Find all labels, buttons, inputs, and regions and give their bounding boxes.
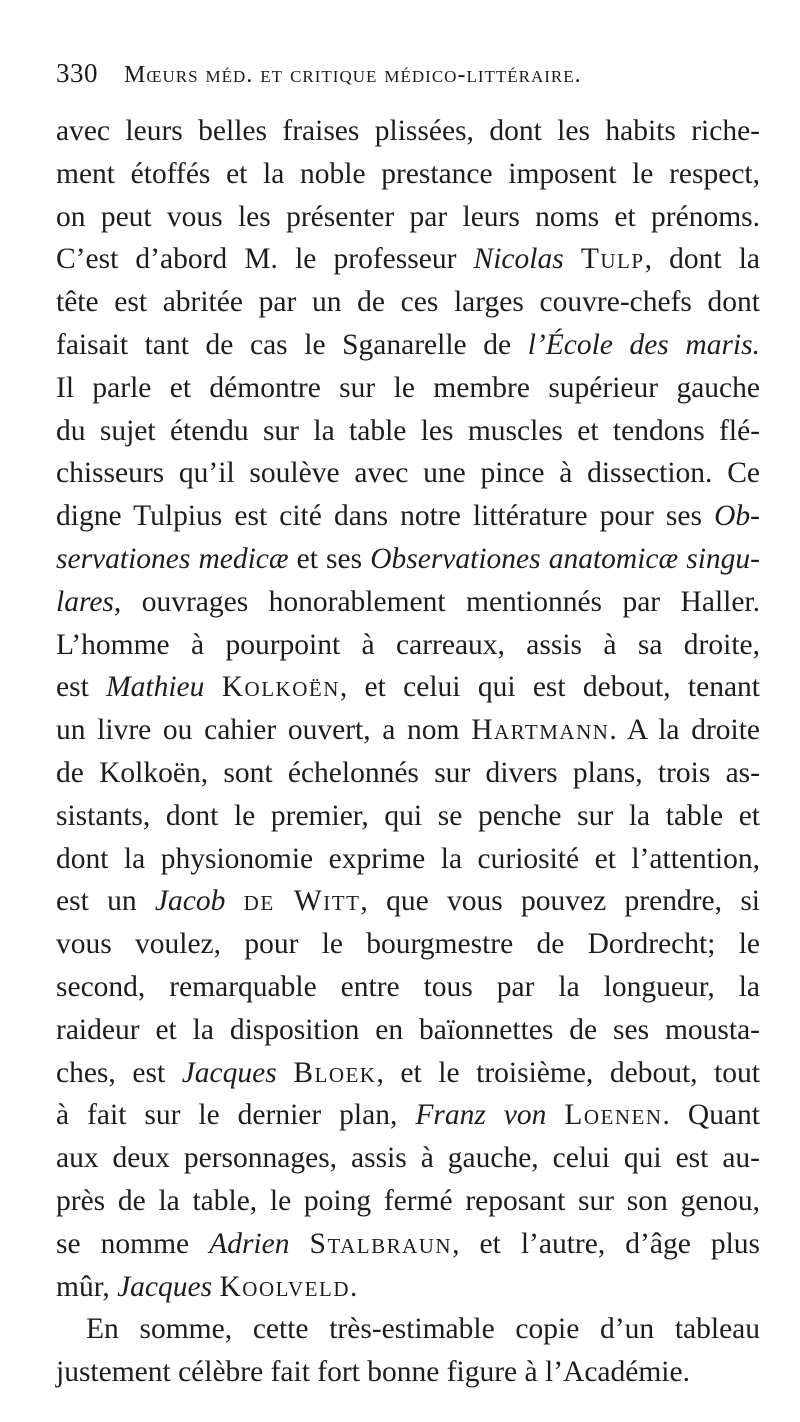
text-run: tête est abritée par un de ces larges couvre-chefs dont: [56, 286, 760, 319]
text-run: , et le troisième, debout, tout: [376, 1056, 761, 1089]
running-title: Mœurs méd. et critique médico-littéraire.: [124, 62, 582, 88]
text-run: à fait sur le dernier plan,: [56, 1099, 416, 1132]
text-line: [56, 1223, 760, 1266]
text-line: [56, 838, 760, 881]
small-caps-name: de Witt: [243, 885, 361, 918]
text-run: de Kolkoën, sont échelonnés sur divers plans, trois as-: [56, 756, 760, 789]
italic-run: Nicolas: [473, 243, 564, 276]
text-run: C’est d’abord M. le professeur: [56, 243, 474, 276]
text-line: [56, 1351, 760, 1394]
text-run: digne Tulpius est cité dans notre littérature pour ses: [56, 500, 715, 533]
text-line: [56, 624, 760, 667]
text-run: justement célèbre fait fort bonne figure à l’Académie.: [56, 1356, 690, 1389]
italic-run: Adrien: [209, 1227, 290, 1260]
text-run: se nomme: [56, 1227, 210, 1260]
text-run: aux deux personnages, assis à gauche, celui qui est au-: [56, 1142, 760, 1175]
italic-run: l’École des maris.: [527, 328, 760, 361]
italic-run: Franz von: [415, 1099, 547, 1132]
text-line: [56, 153, 760, 196]
text-run: [277, 1057, 294, 1089]
text-run: , et celui qui est debout, tenant: [339, 671, 760, 704]
text-run: , et l’autre, d’âge plus: [452, 1227, 761, 1260]
small-caps-name: Tulp: [580, 243, 645, 276]
text-run: on peut vous les présenter par leurs noms et prénoms.: [56, 200, 760, 233]
text-line: [56, 495, 760, 538]
text-run: . Quant: [662, 1099, 760, 1132]
text-run: raideur et la disposition en baïonnettes de ses mousta-: [56, 1013, 760, 1046]
text-line: [56, 238, 760, 281]
text-run: , ouvrages honorablement mentionnés par Haller.: [113, 585, 760, 618]
italic-run: lares: [56, 585, 114, 618]
text-run: faisait tant de cas le Sganarelle de: [56, 328, 528, 361]
text-run: sistants, dont le premier, qui se penche sur la table et: [56, 799, 760, 832]
text-run: ches, est: [56, 1056, 182, 1089]
text-run: est un: [56, 885, 155, 918]
small-caps-name: Koolveld: [219, 1270, 351, 1303]
text-line: [56, 666, 760, 709]
text-run: près de la table, le poing fermé reposant sur son genou,: [56, 1184, 760, 1217]
italic-run: servationes medicæ: [56, 542, 289, 575]
small-caps-name: Loenen: [564, 1099, 663, 1132]
text-run: . A la droite: [609, 714, 761, 747]
text-run: , dont la: [644, 243, 760, 276]
text-line: [56, 110, 760, 153]
text-line: [56, 1052, 760, 1095]
text-line: [56, 752, 760, 795]
text-run: [204, 671, 221, 703]
text-run: [546, 1099, 564, 1131]
text-run: En somme, cette très-estimable copie d’un tableau: [86, 1313, 760, 1346]
text-line: [56, 1180, 760, 1223]
text-line: [56, 880, 760, 923]
small-caps-name: Stalbraun: [309, 1227, 453, 1260]
italic-run: Observationes anatomicæ singu-: [370, 542, 760, 575]
text-line: [56, 281, 760, 324]
text-line: [56, 410, 760, 453]
text-line: [56, 923, 760, 966]
text-run: Il parle et démontre sur le membre supérieur gauche: [56, 371, 760, 404]
text-run: , que vous pouvez prendre, si: [360, 885, 760, 918]
text-line: [56, 1308, 760, 1351]
small-caps-name: Bloek: [293, 1056, 377, 1089]
text-line: [56, 367, 760, 410]
text-run: vous voulez, pour le bourgmestre de Dordrecht; le: [56, 928, 760, 961]
page-number: 330: [56, 58, 98, 88]
text-run: mûr,: [56, 1270, 118, 1303]
text-run: un livre ou cahier ouvert, a nom: [56, 714, 472, 747]
small-caps-name: Kolkoën: [221, 671, 340, 704]
text-line: [56, 538, 760, 581]
text-line: [56, 966, 760, 1009]
text-run: dont la physionomie exprime la curiosité et l’attention,: [56, 842, 760, 875]
text-line: [56, 1009, 760, 1052]
small-caps-name: Hartmann: [471, 714, 610, 747]
text-line: [56, 324, 760, 367]
text-run: [289, 1228, 309, 1260]
text-run: .: [350, 1270, 358, 1303]
running-head: [56, 58, 760, 110]
text-run: du sujet étendu sur la table les muscles et tendons flé-: [56, 414, 760, 447]
text-line: [56, 1266, 760, 1309]
text-run: chisseurs qu’il soulève avec une pince à dissection. Ce: [56, 457, 760, 490]
text-line: [56, 795, 760, 838]
text-line: [56, 581, 760, 624]
text-run: est: [56, 671, 107, 704]
text-line: [56, 1094, 760, 1137]
text-line: [56, 196, 760, 239]
text-run: [564, 243, 581, 275]
italic-run: Jacques: [181, 1056, 277, 1089]
text-run: L’homme à pourpoint à carreaux, assis à sa droite,: [56, 628, 760, 661]
text-run: second, remarquable entre tous par la longueur, la: [56, 970, 760, 1003]
text-line: [56, 1137, 760, 1180]
italic-run: Jacques: [117, 1270, 213, 1303]
text-run: avec leurs belles fraises plissées, dont les habits riche-: [56, 115, 760, 147]
text-line: [56, 709, 760, 752]
text-run: et ses: [288, 542, 371, 575]
body-text: [56, 110, 760, 1394]
text-run: [225, 885, 243, 917]
text-line: [56, 452, 760, 495]
italic-run: Mathieu: [106, 671, 205, 704]
text-run: ment étoffés et la noble prestance imposent le respect,: [56, 157, 760, 190]
italic-run: Ob-: [714, 500, 760, 533]
italic-run: Jacob: [154, 885, 226, 918]
